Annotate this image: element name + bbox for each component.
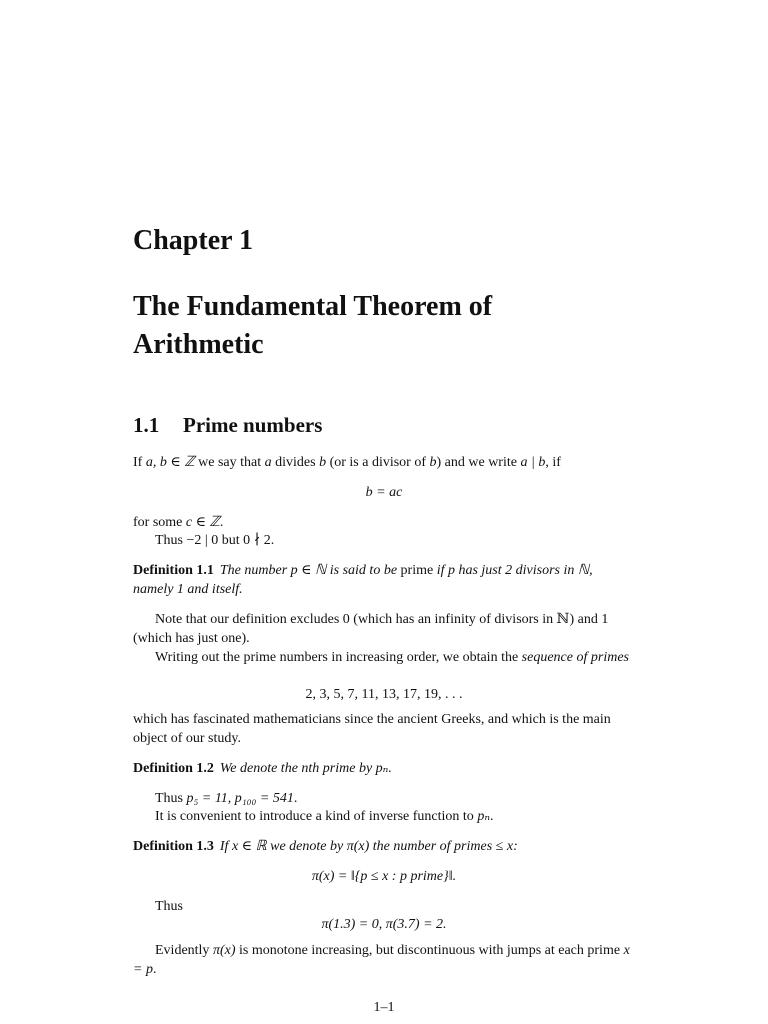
paragraph-convenient: It is convenient to introduce a kind of inverse function to pₙ. (155, 809, 494, 824)
definition-1-2: Definition 1.2 We denote the nth prime by pₙ. (133, 761, 392, 776)
paragraph-thus-p5: Thus p₅ = 11, p₁₀₀ = 541. (155, 791, 298, 806)
paragraph-fascinated: which has fascinated mathematicians since the ancient Greeks, and which is the main object of our study. (133, 712, 611, 746)
chapter-label: Chapter 1 (133, 225, 254, 256)
equation-pi-values: π(1.3) = 0, π(3.7) = 2. (321, 917, 447, 932)
paragraph-divides: If a, b ∈ ℤ we say that a divides b (or is a divisor of b) and we write a | b, if (133, 455, 561, 470)
equation-prime-sequence: 2, 3, 5, 7, 11, 13, 17, 19, . . . (305, 687, 463, 702)
equation-pi-definition: π(x) = ‖{p ≤ x : p prime}‖. (311, 869, 457, 884)
definition-label: Definition 1.3 (133, 839, 214, 854)
section-title: Prime numbers (183, 413, 323, 437)
chapter-title: The Fundamental Theorem of Arithmetic (133, 291, 493, 360)
definition-label: Definition 1.1 (133, 563, 214, 578)
paragraph-note: Note that our definition excludes 0 (which has an infinity of divisors in ℕ) and 1 (which has just one). (133, 612, 609, 646)
paragraph-thus-pi: Thus (155, 899, 183, 914)
definition-label: Definition 1.2 (133, 761, 214, 776)
equation-b-equals-ac: b = ac (365, 485, 403, 500)
paragraph-thus-divides: Thus −2 | 0 but 0 ∤ 2. (155, 533, 275, 548)
definition-1-3: Definition 1.3 If x ∈ ℝ we denote by π(x) the number of primes ≤ x: (133, 839, 518, 854)
paragraph-evidently: Evidently π(x) is monotone increasing, but discontinuous with jumps at each prime x = p. (133, 943, 630, 977)
definition-1-1: Definition 1.1 The number p ∈ ℕ is said to be prime if p has just 2 divisors in ℕ, namely 1 and itself. (133, 563, 593, 597)
paragraph-some-c: for some c ∈ ℤ. (133, 515, 224, 530)
section-heading (133, 413, 322, 438)
page-number: 1–1 (373, 1000, 395, 1015)
section-number: 1.1 (133, 413, 160, 437)
paragraph-writing-primes: Writing out the prime numbers in increasing order, we obtain the sequence of primes (155, 650, 629, 665)
